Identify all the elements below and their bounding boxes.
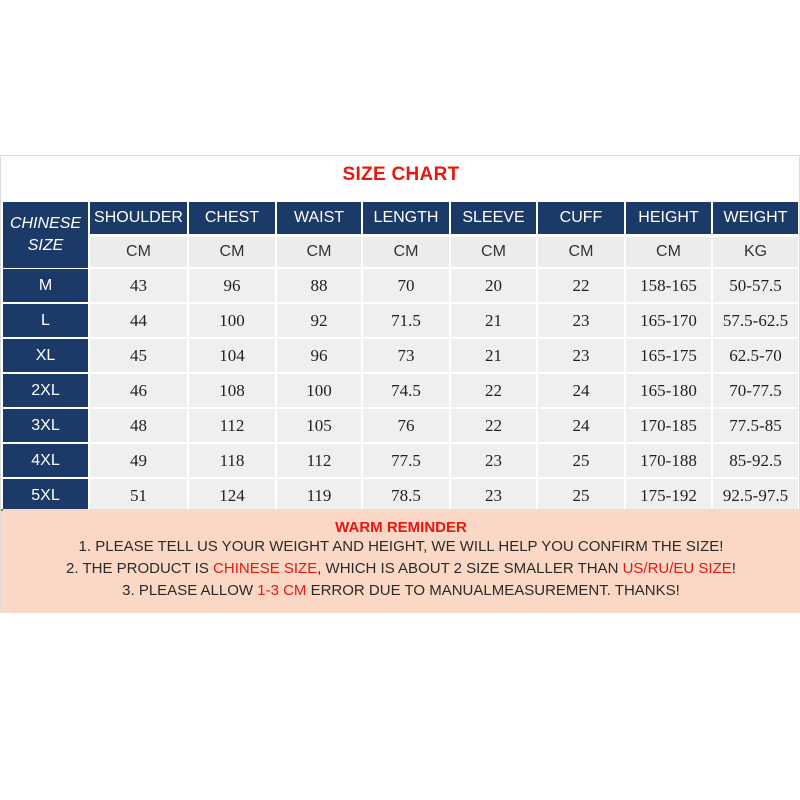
size-label-cell: XL [3, 339, 88, 372]
table-cell: 20 [451, 269, 536, 302]
column-header-shoulder: SHOULDER [90, 202, 187, 234]
table-cell: 51 [90, 479, 187, 512]
warm-reminder-box [1, 509, 800, 613]
table-cell: 165-170 [626, 304, 711, 337]
size-chart-title: SIZE CHART [342, 164, 460, 185]
size-chart-panel [0, 155, 800, 613]
chinese-size-header [3, 202, 88, 268]
reminder-line-2-part-e: ! [731, 560, 736, 577]
column-unit-chest: CM [189, 237, 275, 267]
column-header-height: HEIGHT [626, 202, 711, 234]
table-cell: 57.5-62.5 [713, 304, 798, 337]
table-cell: 22 [451, 409, 536, 442]
column-unit-height: CM [626, 237, 711, 267]
table-cell: 22 [538, 269, 624, 302]
table-cell: 70 [363, 269, 449, 302]
table-cell: 88 [277, 269, 361, 302]
size-label-cell: 3XL [3, 409, 88, 442]
column-unit-cuff: CM [538, 237, 624, 267]
column-header-chest: CHEST [189, 202, 275, 234]
reminder-line-2-part-c: , WHICH IS ABOUT 2 SIZE SMALLER THAN [317, 560, 623, 577]
table-cell: 85-92.5 [713, 444, 798, 477]
corner-mark [1, 509, 3, 511]
size-label-cell: 2XL [3, 374, 88, 407]
column-unit-weight: KG [713, 237, 798, 267]
column-unit-sleeve: CM [451, 237, 536, 267]
table-cell: 23 [538, 304, 624, 337]
table-cell: 23 [538, 339, 624, 372]
reminder-line-3 [1, 580, 800, 602]
table-cell: 76 [363, 409, 449, 442]
reminder-line-2 [1, 558, 800, 580]
column-unit-waist: CM [277, 237, 361, 267]
table-cell: 108 [189, 374, 275, 407]
table-cell: 92 [277, 304, 361, 337]
size-label-cell: M [3, 269, 88, 302]
reminder-line-1-text: 1. PLEASE TELL US YOUR WEIGHT AND HEIGHT, WE WILL HELP YOU CONFIRM THE SIZE! [78, 538, 724, 555]
size-label-cell: 5XL [3, 479, 88, 512]
column-header-waist: WAIST [277, 202, 361, 234]
chinese-size-header-line1: CHINESE [9, 215, 82, 232]
table-cell: 105 [277, 409, 361, 442]
table-cell: 77.5-85 [713, 409, 798, 442]
reminder-line-3-part-c: ERROR DUE TO MANUALMEASUREMENT. THANKS! [306, 582, 680, 599]
table-cell: 25 [538, 444, 624, 477]
table-cell: 165-180 [626, 374, 711, 407]
table-cell: 175-192 [626, 479, 711, 512]
table-cell: 96 [277, 339, 361, 372]
table-cell: 73 [363, 339, 449, 372]
table-cell: 21 [451, 304, 536, 337]
table-cell: 23 [451, 444, 536, 477]
column-header-weight: WEIGHT [713, 202, 798, 234]
table-cell: 24 [538, 374, 624, 407]
table-cell: 43 [90, 269, 187, 302]
table-cell: 71.5 [363, 304, 449, 337]
table-cell: 112 [277, 444, 361, 477]
table-cell: 48 [90, 409, 187, 442]
table-cell: 119 [277, 479, 361, 512]
table-cell: 44 [90, 304, 187, 337]
table-cell: 92.5-97.5 [713, 479, 798, 512]
reminder-line-1 [1, 536, 800, 558]
column-unit-shoulder: CM [90, 237, 187, 267]
reminder-error-range-highlight: 1-3 CM [257, 582, 307, 599]
column-header-cuff: CUFF [538, 202, 624, 234]
table-cell: 21 [451, 339, 536, 372]
table-cell: 112 [189, 409, 275, 442]
reminder-chinese-size-highlight: CHINESE SIZE [213, 560, 318, 577]
table-cell: 25 [538, 479, 624, 512]
table-cell: 70-77.5 [713, 374, 798, 407]
size-label-cell: 4XL [3, 444, 88, 477]
table-cell: 170-185 [626, 409, 711, 442]
table-cell: 124 [189, 479, 275, 512]
table-cell: 74.5 [363, 374, 449, 407]
table-cell: 96 [189, 269, 275, 302]
chinese-size-header-line2: SIZE [27, 237, 64, 254]
size-label-cell: L [3, 304, 88, 337]
table-cell: 77.5 [363, 444, 449, 477]
table-cell: 49 [90, 444, 187, 477]
reminder-us-size-highlight: US/RU/EU SIZE [622, 560, 732, 577]
table-cell: 22 [451, 374, 536, 407]
column-header-length: LENGTH [363, 202, 449, 234]
table-cell: 45 [90, 339, 187, 372]
column-unit-length: CM [363, 237, 449, 267]
table-cell: 165-175 [626, 339, 711, 372]
reminder-line-2-part-a: 2. THE PRODUCT IS [66, 560, 214, 577]
table-cell: 78.5 [363, 479, 449, 512]
reminder-line-3-part-a: 3. PLEASE ALLOW [122, 582, 258, 599]
table-cell: 24 [538, 409, 624, 442]
table-cell: 23 [451, 479, 536, 512]
table-cell: 170-188 [626, 444, 711, 477]
table-cell: 100 [189, 304, 275, 337]
table-cell: 118 [189, 444, 275, 477]
table-cell: 46 [90, 374, 187, 407]
table-cell: 158-165 [626, 269, 711, 302]
warm-reminder-title: WARM REMINDER [335, 519, 467, 536]
column-header-sleeve: SLEEVE [451, 202, 536, 234]
table-cell: 62.5-70 [713, 339, 798, 372]
table-cell: 50-57.5 [713, 269, 798, 302]
table-cell: 100 [277, 374, 361, 407]
table-cell: 104 [189, 339, 275, 372]
